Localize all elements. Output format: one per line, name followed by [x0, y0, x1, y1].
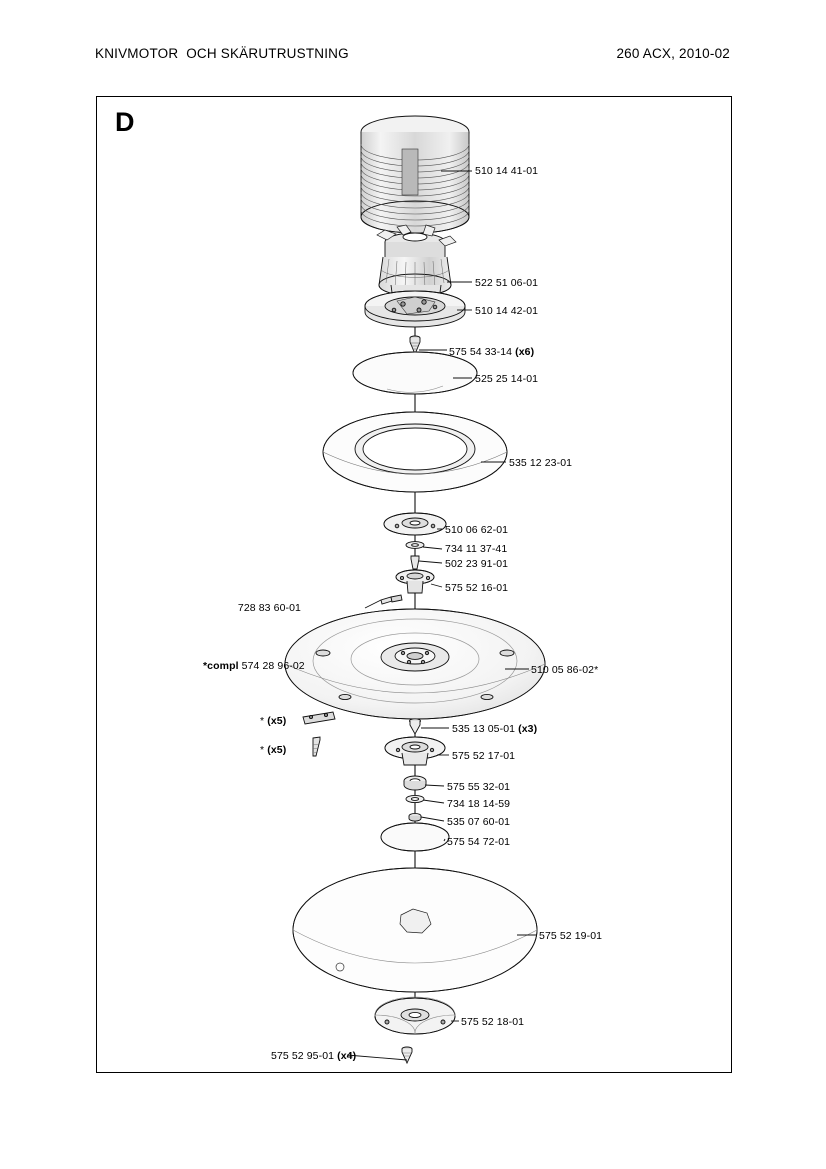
part-main-chassis-disc	[285, 609, 545, 719]
part-blade-hub	[375, 997, 455, 1034]
callout-522-51-06-01: 522 51 06-01	[475, 277, 539, 289]
callout-510-06-62-01: 510 06 62-01	[445, 524, 509, 536]
part-small-disc	[381, 823, 449, 851]
callout-535-12-23-01: 535 12 23-01	[509, 457, 573, 469]
part-nut	[404, 776, 426, 790]
callout-728-83-60-01: 728 83 60-01	[237, 602, 301, 614]
part-gasket-disc	[353, 352, 477, 394]
callout-734-11-37-41: 734 11 37-41	[445, 543, 508, 555]
page-header	[0, 46, 826, 68]
callout-575-52-95-01: 575 52 95-01 (x4)	[271, 1050, 357, 1062]
star-note-2: * (x5)	[260, 744, 287, 756]
callout-510-14-41-01: 510 14 41-01	[475, 165, 539, 177]
part-cutting-disc	[293, 868, 537, 992]
callout-510-05-86-02: 510 05 86-02*	[531, 664, 599, 676]
callout-510-14-42-01: 510 14 42-01	[475, 305, 539, 317]
part-screw-x4	[402, 1047, 412, 1063]
callout-575-52-19-01: 575 52 19-01	[539, 930, 603, 942]
callout-575-54-33-14: 575 54 33-14 (x6)	[449, 346, 535, 358]
callout-525-25-14-01: 525 25 14-01	[475, 373, 539, 385]
star-note-1: * (x5)	[260, 715, 287, 727]
part-washer	[406, 542, 424, 549]
callout-734-18-14-59: 734 18 14-59	[447, 798, 511, 810]
part-bearing-housing-upper	[396, 570, 434, 593]
callout-535-13-05-01: 535 13 05-01 (x3)	[452, 723, 538, 735]
part-bolt	[411, 556, 419, 569]
part-star-plate	[303, 712, 335, 724]
part-motor-housing	[361, 116, 469, 233]
part-hub-plate	[384, 513, 446, 535]
callout-575-54-72-01: 575 54 72-01	[447, 836, 511, 848]
part-screw-x6	[410, 336, 420, 354]
callout-535-07-60-01: 535 07 60-01	[447, 816, 511, 828]
callout-502-23-91-01: 502 23 91-01	[445, 558, 509, 570]
exploded-assembly-drawing	[97, 97, 733, 1074]
header-section-title: KNIVMOTOR OCH SKÄRUTRUSTNING	[95, 46, 349, 61]
callout-575-52-18-01: 575 52 18-01	[461, 1016, 525, 1028]
part-bearing-housing-lower	[385, 737, 445, 765]
callout-575-55-32-01: 575 55 32-01	[447, 781, 511, 793]
part-set-screw	[381, 595, 402, 604]
part-screw-x3	[410, 719, 421, 734]
exploded-diagram-plate	[96, 96, 732, 1073]
callout-575-52-17-01: 575 52 17-01	[452, 750, 516, 762]
part-ring-housing	[323, 412, 507, 492]
part-star-screw	[313, 737, 320, 756]
callout-compl-574-28-96-02: *compl 574 28 96-02	[203, 660, 305, 672]
plate-letter: D	[115, 107, 135, 137]
part-base-plate	[365, 291, 465, 327]
header-model-title: 260 ACX, 2010-02	[616, 46, 730, 61]
part-small-nut	[409, 813, 421, 821]
callout-575-52-16-01: 575 52 16-01	[445, 582, 509, 594]
part-washer-lower	[406, 795, 424, 802]
